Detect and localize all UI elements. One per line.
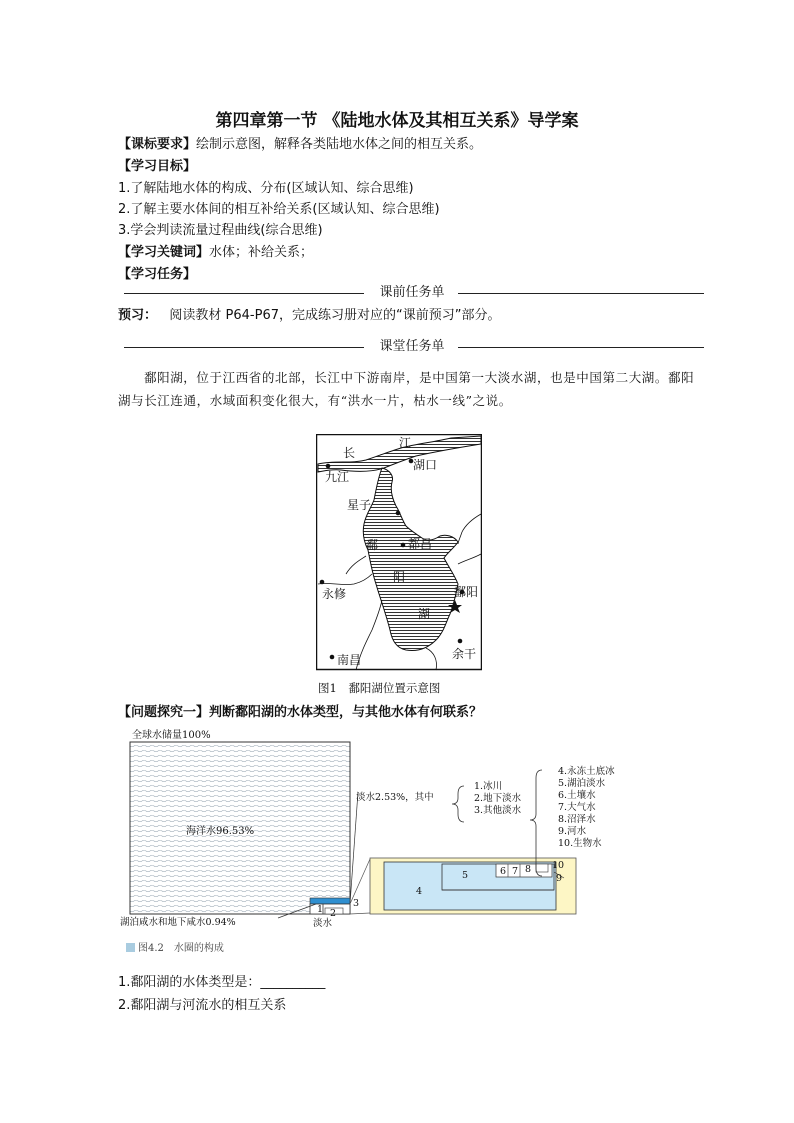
objective-3: 3.学会判读流量过程曲线(综合思维) xyxy=(118,223,323,238)
map-label-jiang: 江 xyxy=(399,436,412,450)
requirement-text: 绘制示意图，解释各类陆地水体之间的相互关系。 xyxy=(196,137,483,152)
num-7: 7 xyxy=(512,866,519,877)
group1-item-1: 1.冰川 xyxy=(474,781,503,792)
preclass-line xyxy=(118,306,500,326)
num-2: 2 xyxy=(330,908,337,919)
group2-item-7: 7.大气水 xyxy=(558,802,596,813)
fig-ocean-label: 海洋水96.53% xyxy=(186,826,255,837)
num-10: 10 xyxy=(552,860,565,871)
objective-2: 2.了解主要水体间的相互补给关系(区域认知、综合思维) xyxy=(118,202,440,217)
question-1: 1.鄱阳湖的水体类型是：__________ xyxy=(118,975,326,990)
map-label-hukou: 湖口 xyxy=(413,458,438,472)
question-2: 2.鄱阳湖与河流水的相互关系 xyxy=(118,998,287,1013)
requirement-label: 【课标要求】 xyxy=(118,137,197,152)
fig-fresh-short-label: 淡水 xyxy=(313,918,333,929)
fig2-caption: 图4.2 水圈的构成 xyxy=(138,943,224,954)
keywords-text: 水体；补给关系； xyxy=(209,245,314,260)
map-label-nanchang: 南昌 xyxy=(337,653,362,667)
keywords-label: 【学习关键词】 xyxy=(118,245,210,260)
preclass-label: 预习： xyxy=(118,308,158,323)
group2-item-8: 8.沼泽水 xyxy=(558,814,596,825)
group2-item-5: 5.湖泊淡水 xyxy=(558,778,606,789)
keywords-line xyxy=(118,243,313,263)
num-4: 4 xyxy=(416,886,423,897)
tasks-label: 【学习任务】 xyxy=(118,267,197,282)
preclass-text: 阅读教材 P64-P67，完成练习册对应的“课前预习”部分。 xyxy=(169,308,501,323)
num-5: 5 xyxy=(462,870,469,881)
map-label-yugan: 余干 xyxy=(452,647,477,661)
num-3: 3 xyxy=(353,898,360,909)
yongxiu-point xyxy=(320,580,325,585)
group2-item-10: 10.生物水 xyxy=(558,838,602,849)
objectives-label: 【学习目标】 xyxy=(118,159,197,174)
requirement-line xyxy=(118,135,482,155)
map-caption: 图1 鄱阳湖位置示意图 xyxy=(318,681,441,695)
fig-fresh-label: 淡水2.53%，其中 xyxy=(356,792,434,803)
inclass-divider-label: 课堂任务单 xyxy=(379,339,445,354)
map-label-chang: 长 xyxy=(343,446,356,460)
map-label-po: 鄱 xyxy=(366,538,379,552)
question1-line xyxy=(118,703,482,723)
fig-total-label: 全球水储量100% xyxy=(132,730,211,741)
poyang-passage: 鄱阳湖，位于江西省的北部，长江中下游南岸，是中国第一大淡水湖，也是中国第二大湖。鄱阳湖与长江连通，水域面积变化很大，有“洪水一片，枯水一线”之说。 xyxy=(118,370,695,408)
map-label-xingzi: 星子 xyxy=(347,498,372,512)
duchang-point xyxy=(401,543,406,548)
map-label-yang: 阳 xyxy=(393,570,406,584)
inclass-divider xyxy=(118,337,706,357)
group1-item-2: 2.地下淡水 xyxy=(474,793,522,804)
num-8: 8 xyxy=(525,864,532,875)
map-label-yongxiu: 永修 xyxy=(322,587,347,601)
num-6: 6 xyxy=(500,866,507,877)
preclass-divider-label: 课前任务单 xyxy=(379,285,445,300)
question1-label: 【问题探究一】 xyxy=(118,705,210,720)
question1-text: 判断鄱阳湖的水体类型，与其他水体有何联系？ xyxy=(209,705,483,720)
objective-1: 1.了解陆地水体的构成、分布(区域认知、综合思维) xyxy=(118,181,414,196)
group2-item-4: 4.永冻土底冰 xyxy=(558,766,615,777)
num-9: 9 xyxy=(556,873,563,884)
map-label-hu: 湖 xyxy=(418,607,431,621)
saline-strip xyxy=(310,898,350,904)
xingzi-point xyxy=(396,511,401,516)
yugan-point xyxy=(458,639,463,644)
preclass-divider xyxy=(118,283,706,303)
num-1: 1 xyxy=(317,904,324,915)
fig-saline-label: 湖泊咸水和地下咸水0.94% xyxy=(120,917,236,928)
group2-item-9: 9.河水 xyxy=(558,826,587,837)
map-label-poyang: 鄱阳 xyxy=(454,585,479,599)
map-label-duchang: 都昌 xyxy=(408,537,433,551)
group2-item-6: 6.土壤水 xyxy=(558,790,596,801)
caption-square xyxy=(126,943,135,952)
brace-1 xyxy=(452,786,464,822)
nanchang-point xyxy=(330,655,335,660)
map-label-jiujiang: 九江 xyxy=(325,470,350,484)
group1-item-3: 3.其他淡水 xyxy=(474,805,522,816)
page-title: 第四章第一节 《陆地水体及其相互关系》导学案 xyxy=(215,111,579,131)
